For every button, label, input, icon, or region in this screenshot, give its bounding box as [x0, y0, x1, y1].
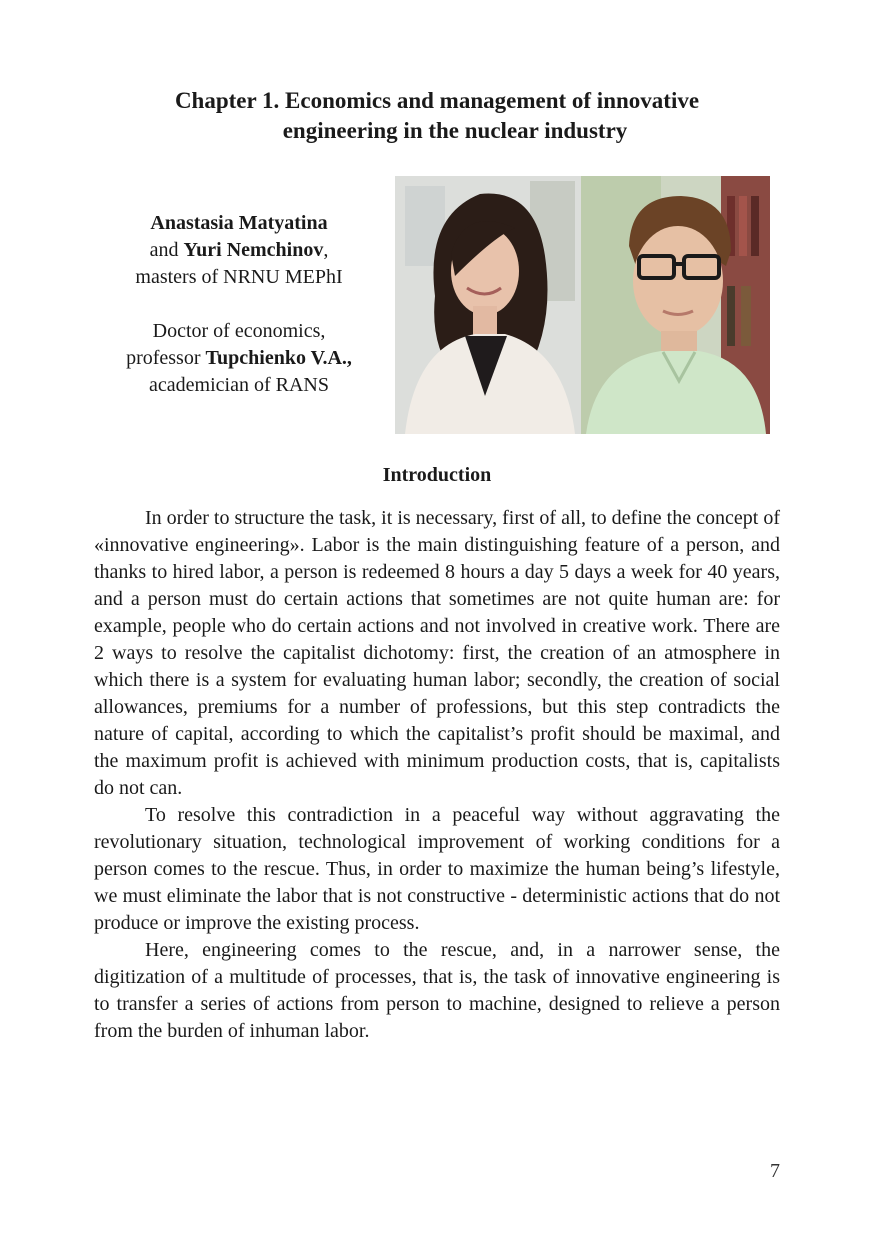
man-portrait-image	[581, 176, 770, 434]
supervisor-prefix: professor	[126, 347, 206, 369]
author-affiliation: masters of NRNU MEPhI	[135, 266, 343, 288]
author-photo-woman	[395, 176, 581, 434]
supervisor-degree: Doctor of economics,	[152, 320, 326, 342]
author-2-suffix: ,	[323, 239, 329, 261]
paragraph-2: To resolve this contradiction in a peaceful way without aggravating the revolutionary situation, technological improvement of working conditions for a person comes to the rescue. Thus, in order to maximize the human being’s lifestyle, we must eliminate the labor that is not constructive - deterministic actions that do not produce or improve the existing process.	[94, 804, 780, 934]
author-photos	[395, 176, 770, 434]
supervisor-line	[96, 345, 382, 372]
author-photo-man	[581, 176, 770, 434]
supervisor-name: Tupchienko V.A.,	[205, 347, 352, 369]
author-block	[96, 210, 382, 399]
supervisor-title: academician of RANS	[149, 374, 329, 396]
paragraph-1: In order to structure the task, it is necessary, first of all, to define the concept of «innovative engineering». Labor is the main distinguishing feature of a person, and thanks to hired labor, a person is redeemed 8 hours a day 5 days a week for 40 years, and a person must do certain actions that sometimes are not quite human are: for example, people who do certain actions and not involved in creative work. There are 2 ways to resolve the capitalist dichotomy: first, the creation of an atmosphere in which there is a system for evaluating human labor; secondly, the creation of social allowances, premiums for a number of professions, but this step contradicts the nature of capital, according to which the capitalist’s profit should be maximal, and the maximum profit is achieved with minimum production costs, that is, capitalists do not can.	[94, 507, 780, 799]
woman-portrait-image	[395, 176, 581, 434]
page-number: 7	[770, 1160, 780, 1182]
author-1-name: Anastasia Matyatina	[150, 212, 328, 234]
and-word: and	[149, 239, 184, 261]
introduction-heading: Introduction	[382, 464, 492, 486]
chapter-title-line-1: Chapter 1. Economics and management of innovative	[174, 88, 700, 113]
chapter-title-line-2: engineering in the nuclear industry	[282, 118, 628, 143]
author-line-2	[96, 237, 382, 264]
author-2-name: Yuri Nemchinov	[183, 239, 324, 261]
paragraph-3: Here, engineering comes to the rescue, and, in a narrower sense, the digitization of a multitude of processes, that is, the task of innovative engineering is to transfer a series of actions from person to machine, designed to relieve a person from the burden of inhuman labor.	[94, 939, 780, 1042]
chapter-title	[94, 86, 780, 146]
author-line-1	[96, 210, 382, 237]
introduction-body	[94, 505, 780, 1045]
